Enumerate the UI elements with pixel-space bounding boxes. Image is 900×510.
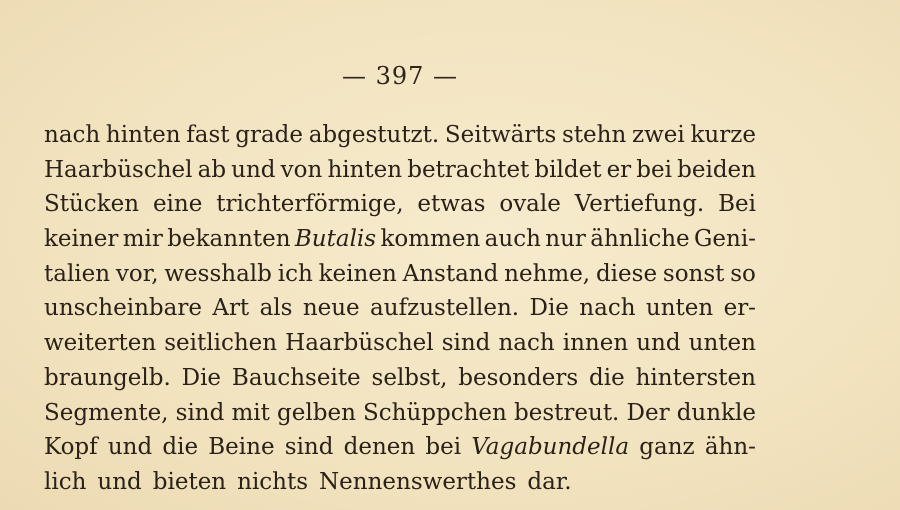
- word: abgestutzt.: [308, 122, 440, 148]
- word: gelben: [277, 399, 356, 426]
- word: nach: [498, 330, 555, 357]
- word: unscheinbare: [44, 295, 202, 322]
- word: ovale: [499, 191, 561, 218]
- text-line: [44, 430, 756, 465]
- word: ab: [197, 156, 227, 183]
- word: unten: [688, 330, 756, 357]
- page-number: — 397 —: [341, 62, 459, 90]
- word: nehme,: [504, 260, 591, 287]
- word: mir: [122, 226, 163, 253]
- word: hinten: [105, 122, 181, 148]
- word: keiner: [44, 226, 119, 253]
- word: denen: [343, 434, 416, 461]
- word: lich: [44, 468, 87, 495]
- word: er-: [723, 295, 756, 322]
- word: hinten: [327, 156, 403, 183]
- text-line: [44, 465, 756, 500]
- word: betrachtet: [407, 156, 530, 183]
- word: als: [259, 295, 293, 322]
- word: seitlichen: [164, 330, 278, 357]
- word: und: [107, 434, 153, 461]
- text-line: [44, 326, 756, 361]
- word: sind: [175, 399, 225, 426]
- word: zwei: [632, 122, 685, 148]
- text-line: [44, 291, 756, 326]
- word: innen: [562, 330, 629, 357]
- word: grade: [235, 122, 303, 148]
- word: etwas: [417, 191, 486, 218]
- word: selbst,: [371, 364, 448, 391]
- word: Bauchseite: [231, 364, 361, 391]
- word: bestreut.: [514, 399, 620, 426]
- word: sind: [284, 434, 334, 461]
- word: Kopf: [44, 434, 98, 461]
- word: Stücken: [44, 191, 140, 218]
- word: die: [162, 434, 199, 461]
- word: bei: [425, 434, 462, 461]
- word: Bei: [718, 191, 756, 218]
- word: mit: [231, 399, 270, 426]
- word: Beine: [208, 434, 275, 461]
- word: dar.: [527, 468, 572, 495]
- word: und: [636, 330, 681, 357]
- italic-taxon-word: Vagabundella: [471, 434, 630, 461]
- word: vor,: [115, 260, 159, 287]
- word: aufzustellen.: [370, 295, 520, 322]
- word: von: [280, 156, 323, 183]
- word: sind: [441, 330, 491, 357]
- word: trichterförmige,: [216, 191, 404, 218]
- word: nur: [545, 226, 586, 253]
- word: Die: [529, 295, 569, 322]
- text-line: [44, 187, 756, 222]
- word: braungelb.: [44, 364, 171, 391]
- word: eine: [152, 191, 203, 218]
- word: nach: [579, 295, 636, 322]
- word: und: [97, 468, 142, 495]
- word: neue: [302, 295, 360, 322]
- text-line: [44, 361, 756, 396]
- word: wesshalb: [164, 260, 272, 287]
- text-line: [44, 257, 756, 292]
- word: kommen: [380, 226, 481, 253]
- word: Haarbüschel: [285, 330, 434, 357]
- word: so: [730, 260, 756, 287]
- word: unten: [645, 295, 714, 322]
- text-line: [44, 396, 756, 431]
- word: ganz: [639, 434, 695, 461]
- word: besonders: [458, 364, 579, 391]
- text-line: [44, 118, 756, 153]
- word: Die: [181, 364, 222, 391]
- word: nichts: [237, 468, 309, 495]
- word: weiterten: [44, 330, 157, 357]
- body-text: [44, 118, 756, 500]
- word: er: [606, 156, 632, 183]
- word: Segmente,: [44, 399, 169, 426]
- word: ähnliche: [590, 226, 690, 253]
- word: Nennenswerthes: [319, 468, 517, 495]
- word: dunkle: [676, 399, 756, 426]
- word: diese: [595, 260, 658, 287]
- italic-taxon-word: Butalis: [294, 226, 377, 253]
- word: Vertiefung.: [574, 191, 705, 218]
- word: kurze: [690, 122, 756, 148]
- word: fast: [186, 122, 230, 148]
- word: Anstand: [402, 260, 499, 287]
- word: Der: [626, 399, 670, 426]
- word: bei: [636, 156, 672, 183]
- word: Seitwärts: [444, 122, 557, 148]
- word: keinen: [318, 260, 397, 287]
- word: stehn: [562, 122, 627, 148]
- word: bildet: [534, 156, 602, 183]
- word: und: [231, 156, 276, 183]
- word: auch: [484, 226, 541, 253]
- word: Art: [212, 295, 250, 322]
- word: ich: [277, 260, 313, 287]
- word: Haarbüschel: [44, 156, 193, 183]
- word: die: [589, 364, 625, 391]
- word: sonst: [662, 260, 725, 287]
- word: bieten: [152, 468, 227, 495]
- text-line: [44, 153, 756, 188]
- word: Schüppchen: [363, 399, 507, 426]
- text-line: [44, 222, 756, 257]
- word: Geni-: [694, 226, 756, 253]
- word: ähn-: [704, 434, 756, 461]
- word: hintersten: [635, 364, 756, 391]
- word: beiden: [677, 156, 756, 183]
- word: bekannten: [167, 226, 291, 253]
- word: talien: [44, 260, 111, 287]
- word: nach: [44, 122, 101, 148]
